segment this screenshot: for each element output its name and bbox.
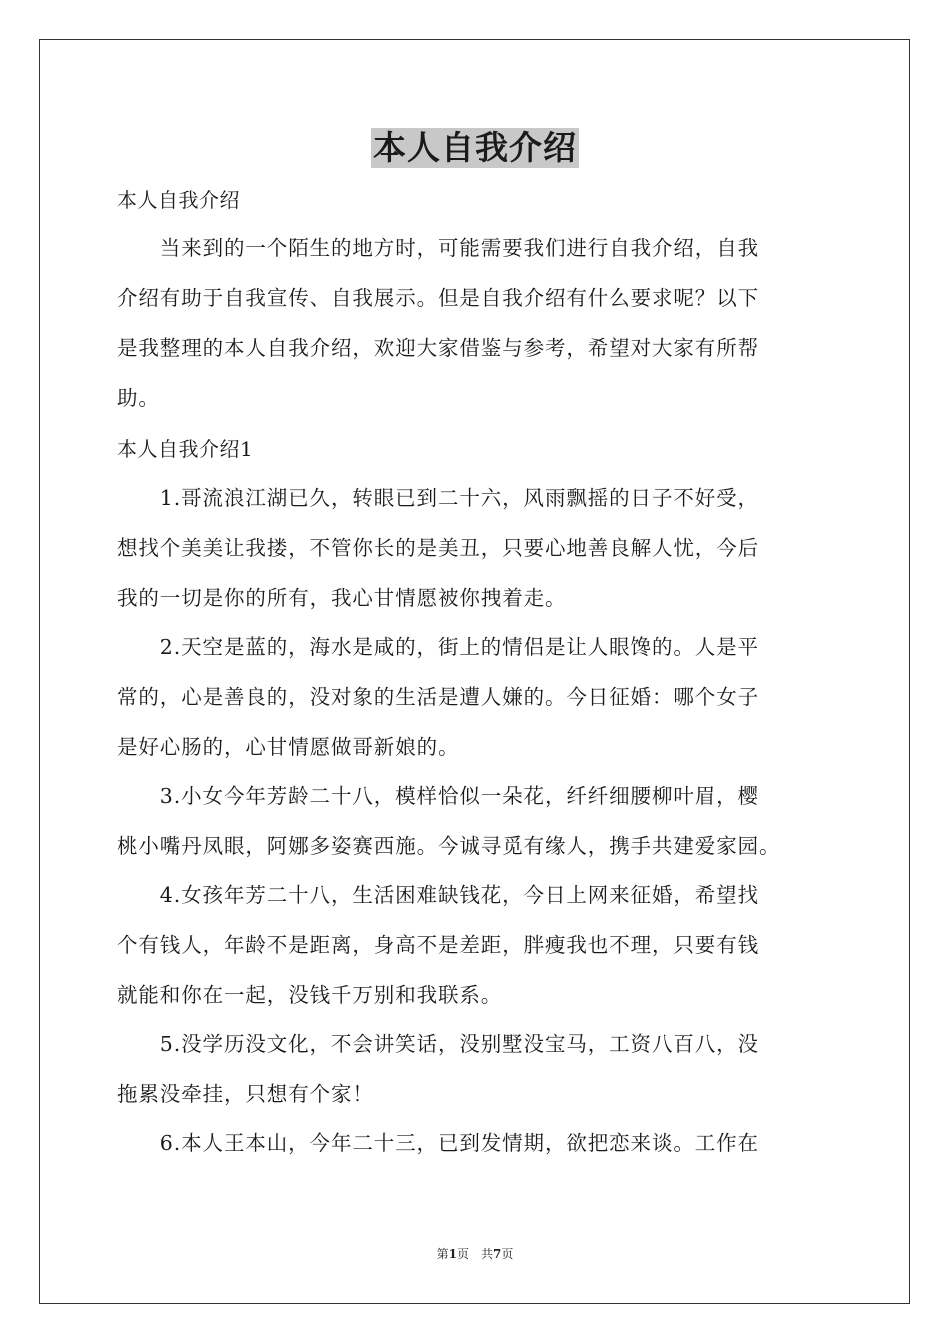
item-paragraph-6 [117,1118,833,1168]
page-total: 7 [493,1247,502,1261]
page-number: 1 [448,1247,457,1261]
text-line: 当来到的一个陌生的地方时，可能需要我们进行自我介绍，自我 [117,236,759,260]
text-line: 常的，心是善良的，没对象的生活是遭人嫌的。今日征婚：哪个女子 [117,685,759,709]
text-line: 桃小嘴丹凤眼，阿娜多姿赛西施。今诚寻觅有缘人，携手共建爱家园。 [117,834,781,858]
text-line: 助。 [117,386,160,410]
footer-mid: 页 共 [456,1247,493,1261]
subtitle: 本人自我介绍 [117,188,240,212]
item-paragraph-3 [117,771,833,871]
text-line: 想找个美美让我搂，不管你长的是美丑，只要心地善良解人忧，今后 [117,536,759,560]
item-paragraph-5 [117,1019,833,1119]
text-line: 我的一切是你的所有，我心甘情愿被你拽着走。 [117,586,567,610]
text-line: 个有钱人，年龄不是距离，身高不是差距，胖瘦我也不理，只要有钱 [117,933,759,957]
footer-prefix: 第 [436,1247,449,1261]
text-line: 1.哥流浪江湖已久，转眼已到二十六，风雨飘摇的日子不好受， [117,486,759,510]
title-container [0,128,950,168]
text-line: 是好心肠的，心甘情愿做哥新娘的。 [117,735,460,759]
item-paragraph-1 [117,473,833,623]
item-paragraph-4 [117,870,833,1020]
footer-suffix: 页 [501,1247,514,1261]
page-footer [0,1246,950,1262]
text-line: 4.女孩年芳二十八，生活困难缺钱花，今日上网来征婚，希望找 [117,883,759,907]
intro-paragraph [117,223,833,423]
text-line: 是我整理的本人自我介绍，欢迎大家借鉴与参考，希望对大家有所帮 [117,336,759,360]
item-paragraph-2 [117,622,833,772]
text-line: 3.小女今年芳龄二十八，模样恰似一朵花，纤纤细腰柳叶眉，樱 [117,784,759,808]
document-title: 本人自我介绍 [373,128,577,167]
text-line: 介绍有助于自我宣传、自我展示。但是自我介绍有什么要求呢？以下 [117,286,759,310]
text-line: 5.没学历没文化，不会讲笑话，没别墅没宝马，工资八百八，没 [117,1032,759,1056]
text-line: 就能和你在一起，没钱千万别和我联系。 [117,983,503,1007]
text-line: 6.本人王本山，今年二十三，已到发情期，欲把恋来谈。工作在 [117,1131,759,1155]
text-line: 拖累没牵挂，只想有个家！ [117,1082,374,1106]
text-line: 2.天空是蓝的，海水是咸的，街上的情侣是让人眼馋的。人是平 [117,635,759,659]
section-heading: 本人自我介绍1 [117,437,254,461]
